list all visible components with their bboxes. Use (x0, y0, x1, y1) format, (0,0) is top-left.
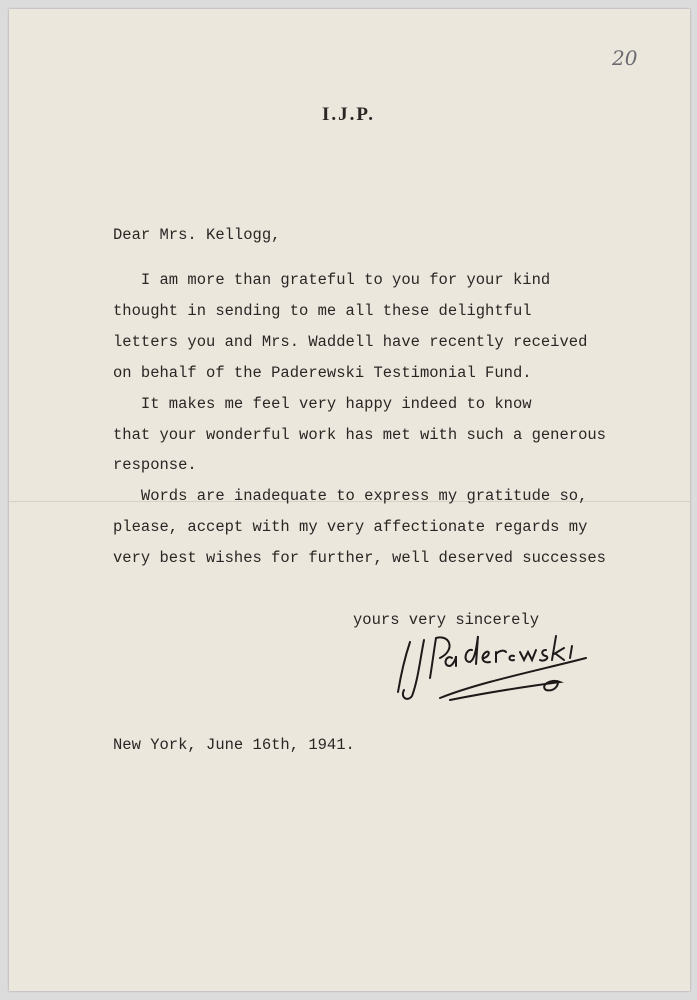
body-line: response. (113, 456, 197, 474)
body-line: on behalf of the Paderewski Testimonial Fund. (113, 364, 532, 382)
body-line: Words are inadequate to express my gratitude so, (113, 487, 588, 505)
signature (390, 630, 600, 710)
body-line: that your wonderful work has met with such a generous (113, 426, 606, 444)
body-line: very best wishes for further, well deserved successes (113, 549, 606, 567)
closing: yours very sincerely (353, 611, 540, 629)
body-line: please, accept with my very affectionate regards my (113, 518, 588, 536)
letterhead: I.J.P. (321, 104, 375, 125)
body-line: thought in sending to me all these delightful (113, 302, 532, 320)
page-number: 20 (612, 46, 638, 70)
salutation: Dear Mrs. Kellogg, (113, 226, 281, 244)
body-line: It makes me feel very happy indeed to know (113, 395, 532, 413)
dateline: New York, June 16th, 1941. (113, 736, 355, 754)
body-line: letters you and Mrs. Waddell have recently received (113, 333, 588, 351)
body-line: I am more than grateful to you for your kind (113, 271, 551, 289)
